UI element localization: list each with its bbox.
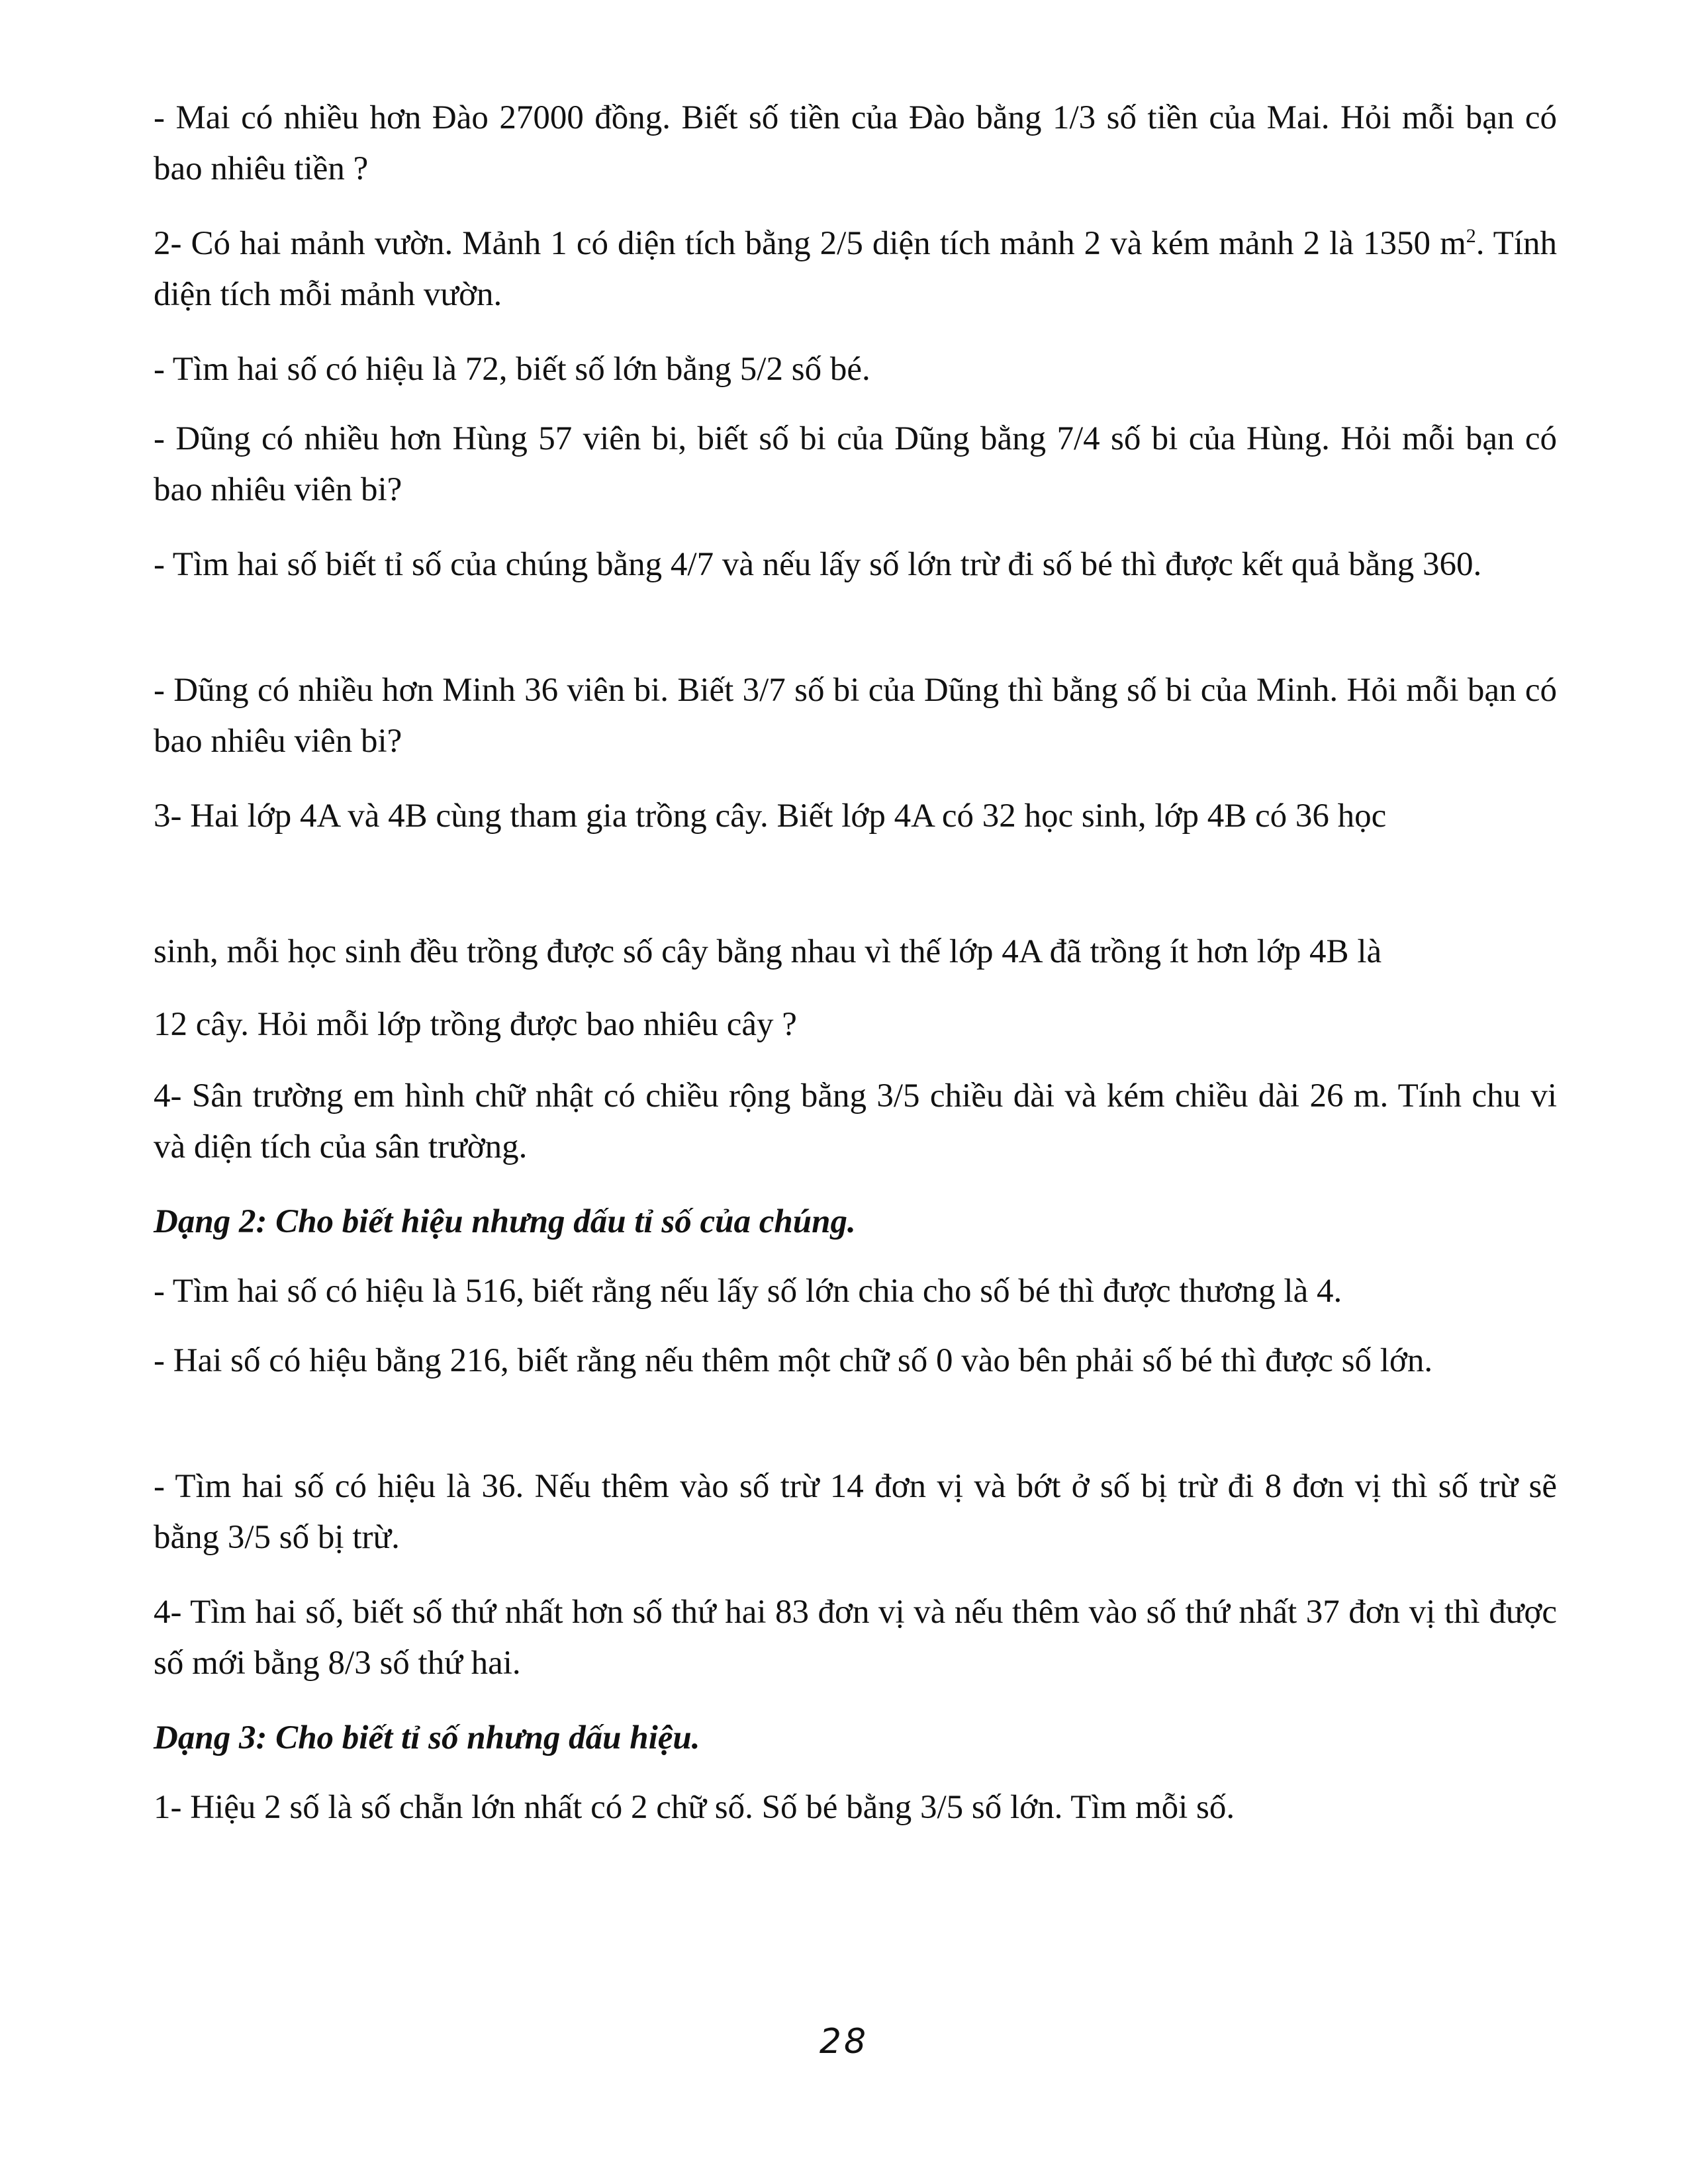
paragraph-hai-lop-line-3: 12 cây. Hỏi mỗi lớp trồng được bao nhiêu cây ? — [154, 1006, 797, 1043]
paragraph-dung-minh: - Dũng có nhiều hơn Minh 36 viên bi. Biết 3/7 số bi của Dũng thì bằng số bi của Minh. Hỏi mỗi bạn có bao nhiêu viên bi? — [154, 672, 1557, 760]
page-number: 28 — [819, 2022, 869, 2062]
paragraph-so-thu-nhat-83: 4- Tìm hai số, biết số thứ nhất hơn số thứ hai 83 đơn vị và nếu thêm vào số thứ nhất 37 đơn vị thì được số mới bằng 8/3 số thứ hai. — [154, 1594, 1557, 1682]
paragraph-dung-hung: - Dũng có nhiều hơn Hùng 57 viên bi, biết số bi của Dũng bằng 7/4 số bi của Hùng. Hỏi mỗi bạn có bao nhiêu viên bi? — [154, 420, 1557, 508]
heading-dang-2: Dạng 2: Cho biết hiệu nhưng dấu tỉ số của chúng. — [154, 1203, 856, 1240]
paragraph-hai-manh-vuon-text: 2- Có hai mảnh vườn. Mảnh 1 có diện tích bằng 2/5 diện tích mảnh 2 và kém mảnh 2 là — [154, 225, 1364, 262]
paragraph-hai-lop-line-2: sinh, mỗi học sinh đều trồng được số cây bằng nhau vì thế lớp 4A đã trồng ít hơn lớp 4B là — [154, 933, 1382, 970]
paragraph-hai-lop-line-1: 3- Hai lớp 4A và 4B cùng tham gia trồng cây. Biết lớp 4A có 32 học sinh, lớp 4B có 36 học — [154, 797, 1387, 835]
paragraph-hieu-36: - Tìm hai số có hiệu là 36. Nếu thêm vào số trừ 14 đơn vị và bớt ở số bị trừ đi 8 đơn vị thì số trừ sẽ bằng 3/5 số bị trừ. — [154, 1468, 1557, 1556]
area-tail: . Tính diện tích mỗi mảnh vườn. — [154, 225, 1557, 313]
paragraph-hieu-516: - Tìm hai số có hiệu là 516, biết rằng nếu lấy số lớn chia cho số bé thì được thương là 4. — [154, 1273, 1342, 1310]
paragraph-hieu-216: - Hai số có hiệu bằng 216, biết rằng nếu thêm một chữ số 0 vào bên phải số bé thì được số lớn. — [154, 1342, 1433, 1379]
paragraph-san-truong: 4- Sân trường em hình chữ nhật có chiều rộng bằng 3/5 chiều dài và kém chiều dài 26 m. Tính chu vi và diện tích của sân trường. — [154, 1077, 1557, 1165]
paragraph-hai-manh-vuon — [154, 218, 1557, 320]
area-value: 1350 m — [1363, 225, 1466, 262]
paragraph-ti-so-4-7: - Tìm hai số biết tỉ số của chúng bằng 4/7 và nếu lấy số lớn trừ đi số bé thì được kết quả bằng 360. — [154, 546, 1482, 583]
paragraph-so-chan-lon-nhat: 1- Hiệu 2 số là số chẵn lớn nhất có 2 chữ số. Số bé bằng 3/5 số lớn. Tìm mỗi số. — [154, 1789, 1235, 1826]
paragraph-mai-dao: - Mai có nhiều hơn Đào 27000 đồng. Biết số tiền của Đào bằng 1/3 số tiền của Mai. Hỏi mỗi bạn có bao nhiêu tiền ? — [154, 99, 1557, 187]
heading-dang-3: Dạng 3: Cho biết tỉ số nhưng dấu hiệu. — [154, 1719, 700, 1756]
area-exponent: 2 — [1466, 225, 1476, 247]
paragraph-hieu-72: - Tìm hai số có hiệu là 72, biết số lớn bằng 5/2 số bé. — [154, 351, 870, 388]
